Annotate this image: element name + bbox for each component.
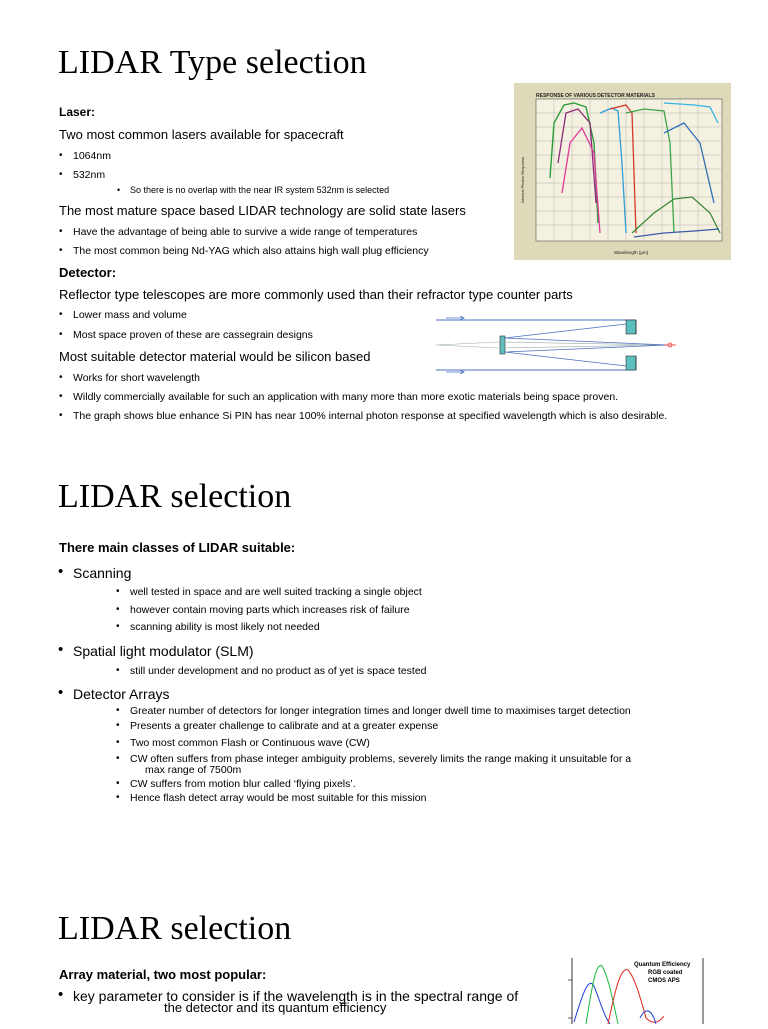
slide-title: LIDAR Type selection [58, 44, 367, 81]
class-detector-arrays: • Detector Arrays [73, 686, 169, 702]
scanning-point-2: • however contain moving parts which increases risk of failure [130, 604, 410, 616]
reflector-point-2: • Most space proven of these are cassegrain designs [73, 329, 313, 341]
quantum-efficiency-chart [560, 956, 705, 1024]
arrays-point-2: • Presents a greater challenge to calibrate and at a greater expense [130, 720, 438, 732]
reflector-intro: Reflector type telescopes are more commonly used than their refractor type counter parts [59, 287, 573, 302]
key-parameter-continued: the detector and its quantum efficiency [164, 1000, 387, 1015]
qe-title-2: RGB coated [648, 970, 683, 976]
graph-title: RESPONSE OF VARIOUS DETECTOR MATERIALS [536, 93, 655, 99]
arrays-point-4: • CW often suffers from phase integer ambiguity problems, severely limits the range making it unsuitable for a [130, 753, 631, 765]
arrays-point-5: • CW suffers from motion blur called ‘flying pixels’. [130, 778, 356, 790]
qe-title-1: Quantum Efficiency [634, 962, 691, 968]
slide-lidar-selection-array-material [0, 880, 768, 1024]
slide-title: LIDAR selection [58, 478, 292, 515]
qe-title-3: CMOS APS [648, 978, 680, 984]
laser-heading: Laser: [59, 105, 96, 119]
arrays-point-1: • Greater number of detectors for longer integration times and longer dwell time to maximises target detection [130, 705, 631, 717]
arrays-point-4-continued: max range of 7500m [145, 764, 242, 776]
mature-tech: The most mature space based LIDAR technology are solid state lasers [59, 203, 466, 218]
detector-heading: Detector: [59, 265, 117, 280]
laser-532: • 532nm [73, 169, 105, 181]
arrays-point-6: • Hence flash detect array would be most suitable for this mission [130, 792, 426, 804]
mature-point-2: • The most common being Nd-YAG which also attains high wall plug efficiency [73, 245, 429, 257]
graph-x-label: Wavelength (µm) [614, 250, 649, 255]
slide-title: LIDAR selection [58, 910, 292, 947]
array-material-heading: Array material, two most popular: [59, 967, 267, 982]
graph-plot-area [536, 99, 722, 241]
classes-heading: There main classes of LIDAR suitable: [59, 540, 296, 555]
graph-y-label: Internal Photon Response [520, 156, 525, 203]
detector-response-plot [514, 83, 731, 260]
reflector-point-1: • Lower mass and volume [73, 309, 187, 321]
class-scanning: • Scanning [73, 565, 131, 581]
slide-lidar-selection-classes [0, 440, 768, 880]
slm-point-1: • still under development and no product as of yet is space tested [130, 665, 427, 677]
class-slm: • Spatial light modulator (SLM) [73, 643, 254, 659]
silicon-intro: Most suitable detector material would be silicon based [59, 349, 371, 364]
mature-point-1: • Have the advantage of being able to survive a wide range of temperatures [73, 226, 417, 238]
scanning-point-3: • scanning ability is most likely not needed [130, 621, 320, 633]
laser-532-note: • So there is no overlap with the near IR system 532nm is selected [130, 185, 389, 195]
cassegrain-telescope-diagram [436, 312, 680, 378]
slide-lidar-type-selection [0, 0, 768, 440]
silicon-point-3: • The graph shows blue enhance Si PIN has near 100% internal photon response at specified wavelength which is also desirable. [73, 410, 667, 422]
lasers-intro: Two most common lasers available for spacecraft [59, 127, 344, 142]
laser-1064: • 1064nm [73, 150, 111, 162]
key-parameter-point: • key parameter to consider is if the wavelength is in the spectral range of [73, 988, 518, 1004]
scanning-point-1: • well tested in space and are well suited tracking a single object [130, 586, 422, 598]
silicon-point-1: • Works for short wavelength [73, 372, 200, 384]
detector-response-graph [514, 83, 731, 260]
silicon-point-2: • Wildly commercially available for such an application with many more than more exotic materials being space proven. [73, 391, 618, 403]
arrays-point-3: • Two most common Flash or Continuous wave (CW) [130, 737, 370, 749]
